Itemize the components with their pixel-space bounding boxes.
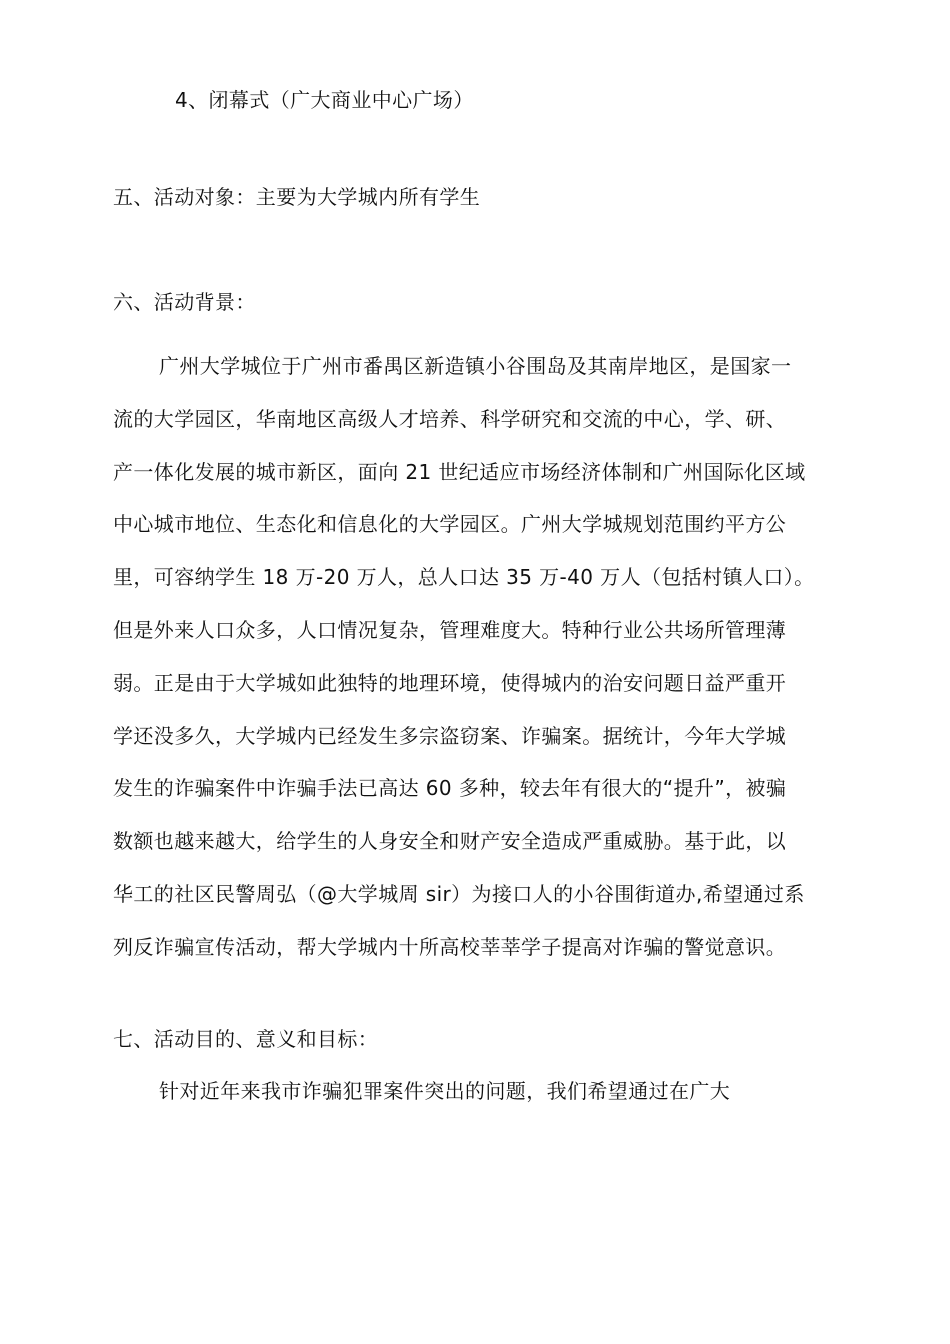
section-6-paragraph (113, 340, 833, 974)
paragraph-line: 但是外来人口众多，人口情况复杂，管理难度大。特种行业公共场所管理薄 (113, 617, 787, 642)
paragraph-line: 发生的诈骗案件中诈骗手法已高达 60 多种，较去年有很大的“提升”，被骗 (113, 776, 787, 801)
paragraph-line: 产一体化发展的城市新区，面向 21 世纪适应市场经济体制和广州国际化区域 (113, 459, 806, 484)
paragraph-line: 学还没多久，大学城内已经发生多宗盗窃案、诈骗案。据统计，今年大学城 (113, 723, 787, 748)
paragraph-line: 中心城市地位、生态化和信息化的大学园区。广州大学城规划范围约平方公 (113, 512, 787, 537)
paragraph-line: 华工的社区民警周弘（@大学城周 sir）为接口人的小谷围街道办,希望通过系 (113, 881, 805, 906)
paragraph-line: 列反诈骗宣传活动，帮大学城内十所高校莘莘学子提高对诈骗的警觉意识。 (113, 934, 787, 959)
paragraph-line: 数额也越来越大，给学生的人身安全和财产安全造成严重威胁。基于此，以 (113, 829, 787, 854)
paragraph-line: 流的大学园区，华南地区高级人才培养、科学研究和交流的中心，学、研、 (113, 406, 787, 431)
closing-ceremony-item: 4、闭幕式（广大商业中心广场） (175, 88, 474, 112)
paragraph-line: 里，可容纳学生 18 万-20 万人，总人口达 35 万-40 万人（包括村镇人口）。 (113, 565, 815, 590)
section-6-heading: 六、活动背景： (113, 290, 256, 314)
section-7-heading: 七、活动目的、意义和目标： (113, 1027, 379, 1051)
paragraph-line: 弱。正是由于大学城如此独特的地理环境，使得城内的治安问题日益严重开 (113, 670, 787, 695)
section-7-paragraph: 针对近年来我市诈骗犯罪案件突出的问题，我们希望通过在广大 (159, 1079, 731, 1103)
paragraph-line: 广州大学城位于广州市番禺区新造镇小谷围岛及其南岸地区，是国家一 (159, 354, 792, 378)
section-5-target-audience: 五、活动对象：主要为大学城内所有学生 (113, 185, 481, 209)
